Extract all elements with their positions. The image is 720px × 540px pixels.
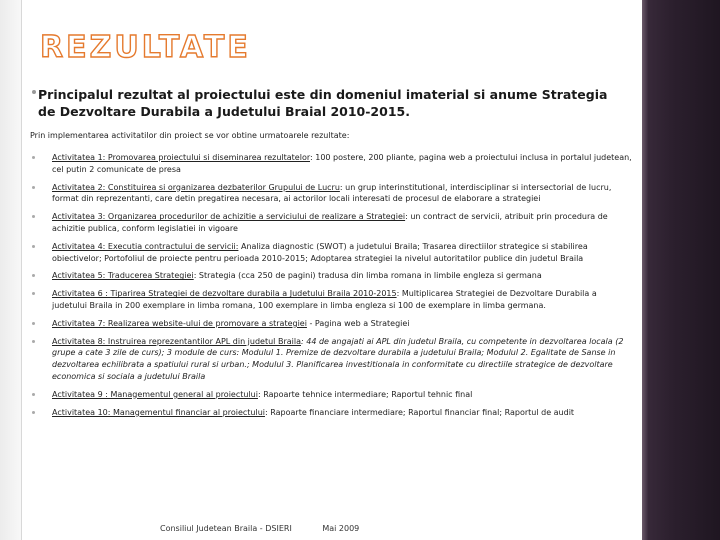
list-item [32, 336, 632, 383]
list-item [32, 152, 632, 176]
bullet-icon [32, 215, 35, 218]
activity-text: : Rapoarte tehnice intermediare; Raportul tehnic final [257, 389, 473, 399]
left-margin-strip [0, 0, 22, 540]
bullet-icon [32, 411, 35, 414]
activity-text: : 44 de angajati ai APL din judetul Braila, cu competente in dezvoltarea locala (2 grupe a cate 3 zile de curs); 3 module de curs: Modulul 1. Premize de dezvoltare durabila a judetului Braila; Modulul 2. Egalitate de Sanse in dezvoltarea echilibrata a spatiului rural si urban.; Modulul 3. Planificarea investitionala in conformitate cu directiile strategice de dezvoltare economica si sociala a judetului Braila [52, 336, 624, 381]
activity-text: Analiza diagnostic (SWOT) a judetului Braila; Trasarea directiilor strategice si stabilirea obiectivelor; Portofoliul de proiecte pentru perioada 2010-2015; Adoptarea strategiei la nivelul autoritatilor publice din judetul Braila [52, 241, 588, 263]
list-item [32, 288, 632, 312]
activity-link[interactable]: Activitatea 7: Realizarea website-ului de promovare a strategiei [52, 318, 307, 328]
list-item [32, 270, 632, 282]
activity-link[interactable]: Activitatea 10: Managementul financiar al proiectului [52, 407, 265, 417]
activity-link[interactable]: Activitatea 3: Organizarea procedurilor de achizitie a serviciului de realizare a Strategiei [52, 212, 406, 222]
list-item [32, 318, 632, 330]
list-item [32, 241, 632, 265]
activity-text: : un contract de servicii, atribuit prin procedura de achizitie publica, conform legislatiei in vigoare [52, 212, 608, 233]
activity-text: : un grup interinstitutional, interdisciplinar si intersectorial de lucru, format din reprezentanti, care detin pregatirea necesara, ai actorilor locali interesati de procesul de elaborare a strategiei [52, 182, 612, 204]
bullet-icon [32, 292, 35, 295]
bullet-icon [32, 186, 35, 189]
bullet-icon [32, 156, 35, 159]
decorative-side-panel [642, 0, 720, 540]
activities-list [32, 152, 632, 418]
intro-text: Prin implementarea activitatilor din proiect se vor obtine urmatoarele rezultate: [30, 131, 350, 140]
footer-date: Mai 2009 [322, 524, 360, 533]
activity-link[interactable]: Activitatea 6 : Tiparirea Strategiei de dezvoltare durabila a Judetului Braila 2010-2015 [52, 289, 397, 299]
activity-text: : Strategia (cca 250 de pagini) tradusa din limba romana in limbile engleza si germana [193, 271, 542, 281]
activity-text: - Pagina web a Strategiei [306, 318, 410, 328]
activity-link[interactable]: Activitatea 4: Executia contractului de servicii: [52, 241, 239, 251]
activity-text: : Rapoarte financiare intermediare; Raportul financiar final; Raportul de audit [265, 407, 575, 417]
list-item [32, 407, 632, 419]
activity-text: : Multiplicarea Strategiei de Dezvoltare Durabila a judetului Braila in 200 exemplare in limba romana, 100 exemplare in limba engleza si 100 de exemplare in limba germana. [52, 289, 597, 310]
headline-bullet [32, 90, 36, 94]
list-item [32, 389, 632, 401]
headline-text: Principalul rezultat al proiectului este din domeniul imaterial si anume Strategia de Dezvoltare Durabila a Judetului Braial 2010-2015. [38, 87, 608, 119]
bullet-icon [32, 322, 35, 325]
bullet-icon [32, 274, 35, 277]
bullet-icon [32, 393, 35, 396]
activity-link[interactable]: Activitatea 8: Instruirea reprezentantilor APL din judetul Braila [52, 336, 301, 346]
slide-footer [160, 524, 630, 533]
activity-link[interactable]: Activitatea 5: Traducerea Strategiei [52, 271, 194, 281]
activity-link[interactable]: Activitatea 1: Promovarea proiectului si diseminarea rezultatelor [52, 153, 310, 162]
activity-link[interactable]: Activitatea 2: Constituirea si organizarea dezbaterilor Grupului de Lucru [52, 182, 340, 192]
activity-text: : 100 postere, 200 pliante, pagina web a proiectului inclusa in portalul judetean, cel putin 2 comunicate de presa [52, 153, 632, 174]
bullet-icon [32, 245, 35, 248]
list-item [32, 211, 632, 235]
bullet-icon [32, 340, 35, 343]
footer-organization: Consiliul Judetean Braila - DSIERI [160, 524, 292, 533]
slide-title: REZULTATE [40, 30, 251, 65]
activity-link[interactable]: Activitatea 9 : Managementul general al proiectului [52, 389, 258, 399]
list-item [32, 182, 632, 206]
